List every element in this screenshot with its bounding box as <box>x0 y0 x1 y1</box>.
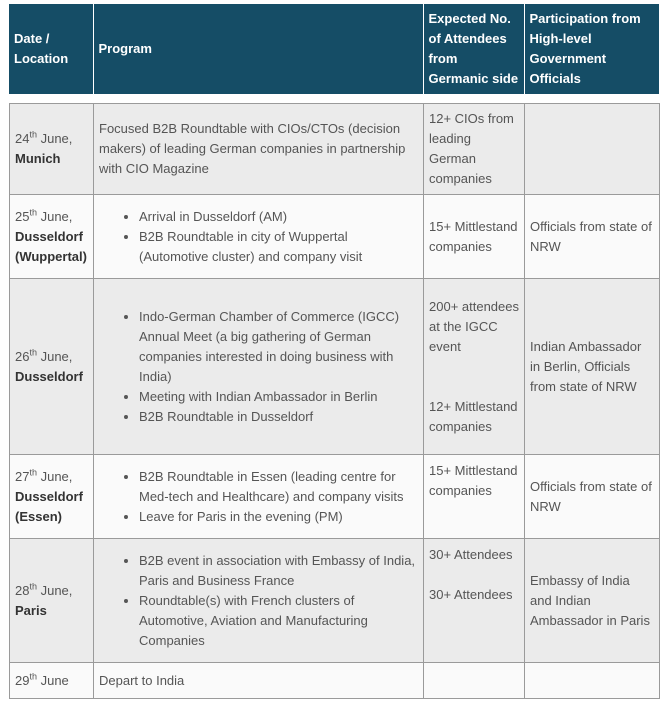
program-list <box>99 467 419 527</box>
program-item: • Meeting with Indian Ambassador in Berlin <box>139 387 419 407</box>
attendees-cell <box>424 539 525 663</box>
table-row <box>10 663 660 699</box>
program-list <box>99 307 419 427</box>
date-day: 27 <box>15 468 30 484</box>
header-date-location: Date / Location <box>9 4 93 94</box>
program-item: • B2B event in association with Embassy of India, Paris and Business France <box>139 551 419 591</box>
attendees-cell <box>424 279 525 455</box>
table-row <box>10 195 660 279</box>
date-location-cell <box>10 279 94 455</box>
date-month: June, <box>36 208 73 224</box>
date-suffix: th <box>29 467 37 478</box>
officials-cell <box>525 455 660 539</box>
attendees-cell <box>424 663 525 699</box>
date-suffix: th <box>29 581 37 592</box>
attendees-text: 30+ Attendees <box>429 547 513 562</box>
date-suffix: th <box>29 347 37 358</box>
date-suffix: th <box>29 207 37 218</box>
officials-cell <box>525 663 660 699</box>
attendees-text: 30+ Attendees <box>429 587 513 602</box>
table-row <box>10 104 660 195</box>
date-month: June <box>36 672 69 688</box>
header-officials: Participation from High-level Government Officials <box>524 4 659 94</box>
officials-text: Embassy of India and Indian Ambassador in Paris <box>530 572 650 628</box>
location: Dusseldorf <box>15 368 83 384</box>
table-row <box>10 455 660 539</box>
attendees-text: 12+ CIOs from leading German companies <box>429 111 514 186</box>
date-day: 25 <box>15 208 30 224</box>
date-day: 26 <box>15 348 30 364</box>
program-item: • B2B Roundtable in Dusseldorf <box>139 407 419 427</box>
officials-cell <box>525 104 660 195</box>
attendees-text: 15+ Mittlestand companies <box>429 463 518 498</box>
program-cell <box>94 279 424 455</box>
date-location-cell <box>10 539 94 663</box>
program-list <box>99 551 419 651</box>
program-cell <box>94 539 424 663</box>
date-day: 28 <box>15 582 30 598</box>
location: Paris <box>15 602 47 618</box>
attendees-cell <box>424 195 525 279</box>
date-location-cell <box>10 455 94 539</box>
program-text: Depart to India <box>99 672 185 688</box>
date-month: June, <box>36 348 73 364</box>
schedule-table <box>9 103 660 699</box>
date-suffix: th <box>29 129 37 140</box>
program-item: • B2B Roundtable in Essen (leading centre for Med-tech and Healthcare) and company visits <box>139 467 419 507</box>
program-item: • Indo-German Chamber of Commerce (IGCC) Annual Meet (a big gathering of German companies interested in doing business with India) <box>139 307 419 387</box>
program-item: • Leave for Paris in the evening (PM) <box>139 507 419 527</box>
schedule-table-header <box>9 4 659 94</box>
date-month: June, <box>36 468 73 484</box>
date-month: June, <box>36 131 73 146</box>
date-day: 24 <box>15 131 30 146</box>
header-program: Program <box>93 4 423 94</box>
program-cell <box>94 455 424 539</box>
attendees-cell <box>424 104 525 195</box>
officials-text: Indian Ambassador in Berlin, Officials from state of NRW <box>530 338 642 394</box>
officials-cell <box>525 279 660 455</box>
location: Dusseldorf (Essen) <box>15 488 83 524</box>
program-cell <box>94 195 424 279</box>
attendees-text: 12+ Mittlestand companies <box>429 398 518 434</box>
program-text: Focused B2B Roundtable with CIOs/CTOs (decision makers) of leading German companies in partnership with CIO Magazine <box>99 121 406 176</box>
table-row <box>10 279 660 455</box>
table-row <box>10 539 660 663</box>
location: Munich <box>15 151 61 166</box>
officials-cell <box>525 195 660 279</box>
header-attendees: Expected No. of Attendees from Germanic side <box>423 4 524 94</box>
date-day: 29 <box>15 672 30 688</box>
program-cell <box>94 104 424 195</box>
program-cell <box>94 663 424 699</box>
program-item: • B2B Roundtable in city of Wuppertal (Automotive cluster) and company visit <box>139 227 419 267</box>
officials-text: Officials from state of NRW <box>530 218 652 254</box>
date-location-cell <box>10 104 94 195</box>
program-list <box>99 207 419 267</box>
date-month: June, <box>36 582 73 598</box>
attendees-text: 200+ attendees at the IGCC event <box>429 298 519 354</box>
date-location-cell <box>10 663 94 699</box>
location: Dusseldorf (Wuppertal) <box>15 228 87 264</box>
date-location-cell <box>10 195 94 279</box>
attendees-text: 15+ Mittlestand companies <box>429 218 518 254</box>
date-suffix: th <box>29 671 37 682</box>
officials-cell <box>525 539 660 663</box>
program-item: • Roundtable(s) with French clusters of Automotive, Aviation and Manufacturing Companies <box>139 591 419 651</box>
officials-text: Officials from state of NRW <box>530 478 652 514</box>
program-item: • Arrival in Dusseldorf (AM) <box>139 207 419 227</box>
attendees-cell <box>424 455 525 539</box>
